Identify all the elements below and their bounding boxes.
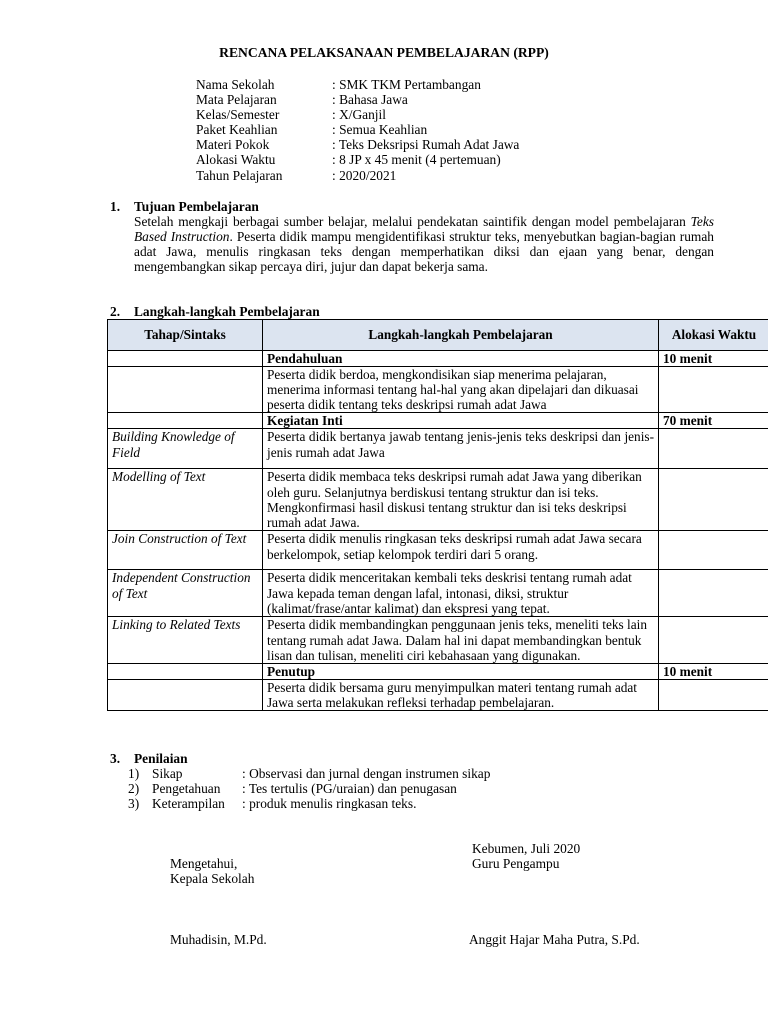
signature-right-block [472, 841, 580, 872]
info-value: : Teks Deksripsi Rumah Adat Jawa [332, 137, 520, 153]
item-label: Pengetahuan [152, 781, 221, 797]
info-row [196, 107, 519, 122]
item-label: Sikap [152, 766, 183, 781]
table-cell [659, 570, 768, 617]
teacher-name: Anggit Hajar Maha Putra, S.Pd. [469, 932, 640, 947]
document-title: RENCANA PELAKSANAAN PEMBELAJARAN (RPP) [219, 45, 549, 60]
teacher-role: Guru Pengampu [472, 856, 560, 872]
syntax-label: Join Construction of Text [108, 531, 263, 570]
phase-row-core [108, 413, 768, 429]
column-header: Tahap/Sintaks [108, 320, 263, 351]
table-row [108, 679, 768, 710]
table-row [108, 617, 768, 663]
info-row [196, 168, 519, 183]
phase-time: 70 menit [659, 413, 768, 429]
syntax-label: Independent Construction of Text [108, 570, 263, 617]
phase-row-opening [108, 351, 768, 367]
section-heading-steps [110, 304, 320, 319]
section-heading-objectives [110, 199, 259, 214]
phase-label: Kegiatan Inti [263, 413, 659, 429]
section-heading-assessment [110, 751, 188, 766]
item-number: 1) [128, 766, 140, 781]
table-row [108, 429, 768, 469]
list-item [128, 781, 490, 796]
info-value: : Bahasa Jawa [332, 92, 408, 108]
learning-steps-table [107, 319, 768, 711]
table-header-row [108, 320, 768, 351]
acknowledged-label: Mengetahui, [170, 856, 238, 871]
step-text: Peserta didik menulis ringkasan teks deskripsi rumah adat Jawa secara berkelompok, setiap kelompok terdiri dari 5 orang. [263, 531, 659, 570]
section-number: 3. [110, 751, 121, 766]
table-cell [659, 367, 768, 413]
phase-row-closing [108, 663, 768, 679]
info-block [196, 77, 519, 183]
info-value: : X/Ganjil [332, 107, 386, 123]
info-row [196, 152, 519, 167]
info-value: : 8 JP x 45 menit (4 pertemuan) [332, 152, 501, 168]
item-number: 3) [128, 796, 140, 812]
table-cell [659, 469, 768, 531]
table-row [108, 531, 768, 570]
item-label: Keterampilan [152, 796, 225, 812]
place-date: Kebumen, Juli 2020 [472, 841, 581, 856]
section-number: 2. [110, 304, 121, 319]
principal-role: Kepala Sekolah [170, 871, 255, 887]
info-row [196, 122, 519, 137]
table-cell [659, 679, 768, 710]
info-row [196, 77, 519, 92]
principal-name: Muhadisin, M.Pd. [170, 932, 267, 947]
section-number: 1. [110, 199, 121, 214]
objectives-text: Setelah mengkaji berbagai sumber belajar, melalui pendekatan saintifik dengan model pembelajaran [134, 214, 691, 229]
item-number: 2) [128, 781, 140, 797]
list-item [128, 766, 490, 781]
phase-label: Pendahuluan [263, 351, 659, 367]
table-row [108, 570, 768, 617]
step-text: Peserta didik menceritakan kembali teks deskrisi tentang rumah adat Jawa kepada teman dengan lafal, intonasi, diksi, struktur (kalimat/frase/antar kalimat) dan ekspresi yang tepat. [263, 570, 659, 617]
info-value: : SMK TKM Pertambangan [332, 77, 481, 92]
step-text: Peserta didik bersama guru menyimpulkan materi tentang rumah adat Jawa serta melakukan refleksi terhadap pembelajaran. [263, 679, 659, 710]
step-text: Peserta didik berdoa, mengkondisikan siap menerima pelajaran, menerima informasi tentang hal-hal yang akan dipelajari dan dikuasai peserta didik tentang teks deskripsi rumah adat Jawa [263, 367, 659, 413]
table-row [108, 367, 768, 413]
table-cell [108, 663, 263, 679]
phase-label: Penutup [263, 663, 659, 679]
table-cell [659, 429, 768, 469]
phase-time: 10 menit [659, 663, 768, 679]
objectives-paragraph [134, 214, 714, 274]
table-cell [659, 617, 768, 663]
info-label: Nama Sekolah [196, 77, 275, 92]
table-cell [108, 679, 263, 710]
info-row [196, 92, 519, 107]
column-header: Langkah-langkah Pembelajaran [263, 320, 659, 351]
step-text: Peserta didik membandingkan penggunaan jenis teks, meneliti teks lain tentang rumah adat Jawa. Dalam hal ini dapat membandingkan bentuk lisan dan tulisan, meneliti ciri kebahasaan yang digunakan. [263, 617, 659, 663]
info-row [196, 137, 519, 152]
info-label: Tahun Pelajaran [196, 167, 283, 183]
syntax-label: Linking to Related Texts [108, 617, 263, 663]
item-value: : Tes tertulis (PG/uraian) dan penugasan [242, 781, 457, 797]
objectives-text: . Peserta didik mampu mengidentifikasi struktur teks, menyebutkan bagian-bagian rumah adat Jawa, menulis ringkasan teks dengan memperhatikan diksi dan ejaan yang benar, dengan mengembangkan sikap percaya diri, jujur dan dapat bekerja sama. [134, 229, 714, 275]
table-row [108, 469, 768, 531]
info-value: : Semua Keahlian [332, 122, 428, 138]
signature-left-block [170, 856, 254, 887]
assessment-list [128, 766, 490, 811]
table-cell [108, 413, 263, 429]
info-label: Kelas/Semester [196, 107, 280, 123]
step-text: Peserta didik membaca teks deskripsi rumah adat Jawa yang diberikan oleh guru. Selanjutnya berdiskusi tentang struktur dan isi teks. Mengkonfirmasi hasil diskusi tentang struktur dan isi teks deskripsi rumah adat Jawa. [263, 469, 659, 531]
item-value: : Observasi dan jurnal dengan instrumen sikap [242, 766, 491, 781]
step-text: Peserta didik bertanya jawab tentang jenis-jenis teks deskripsi dan jenis-jenis rumah adat Jawa [263, 429, 659, 469]
info-label: Mata Pelajaran [196, 92, 277, 108]
phase-time: 10 menit [659, 351, 768, 367]
info-value: : 2020/2021 [332, 167, 397, 183]
section-title: Langkah-langkah Pembelajaran [134, 304, 320, 319]
objectives-model-name: Teks Based Instruction [134, 214, 714, 245]
info-label: Paket Keahlian [196, 122, 278, 138]
info-label: Alokasi Waktu [196, 152, 276, 168]
table-cell [108, 367, 263, 413]
list-item [128, 796, 490, 811]
table-cell [108, 351, 263, 367]
section-title: Tujuan Pembelajaran [134, 199, 259, 214]
syntax-label: Modelling of Text [108, 469, 263, 531]
section-title: Penilaian [134, 751, 188, 766]
syntax-label: Building Knowledge of Field [108, 429, 263, 469]
column-header: Alokasi Waktu [659, 320, 768, 351]
table-cell [659, 531, 768, 570]
item-value: : produk menulis ringkasan teks. [242, 796, 417, 812]
info-label: Materi Pokok [196, 137, 270, 153]
